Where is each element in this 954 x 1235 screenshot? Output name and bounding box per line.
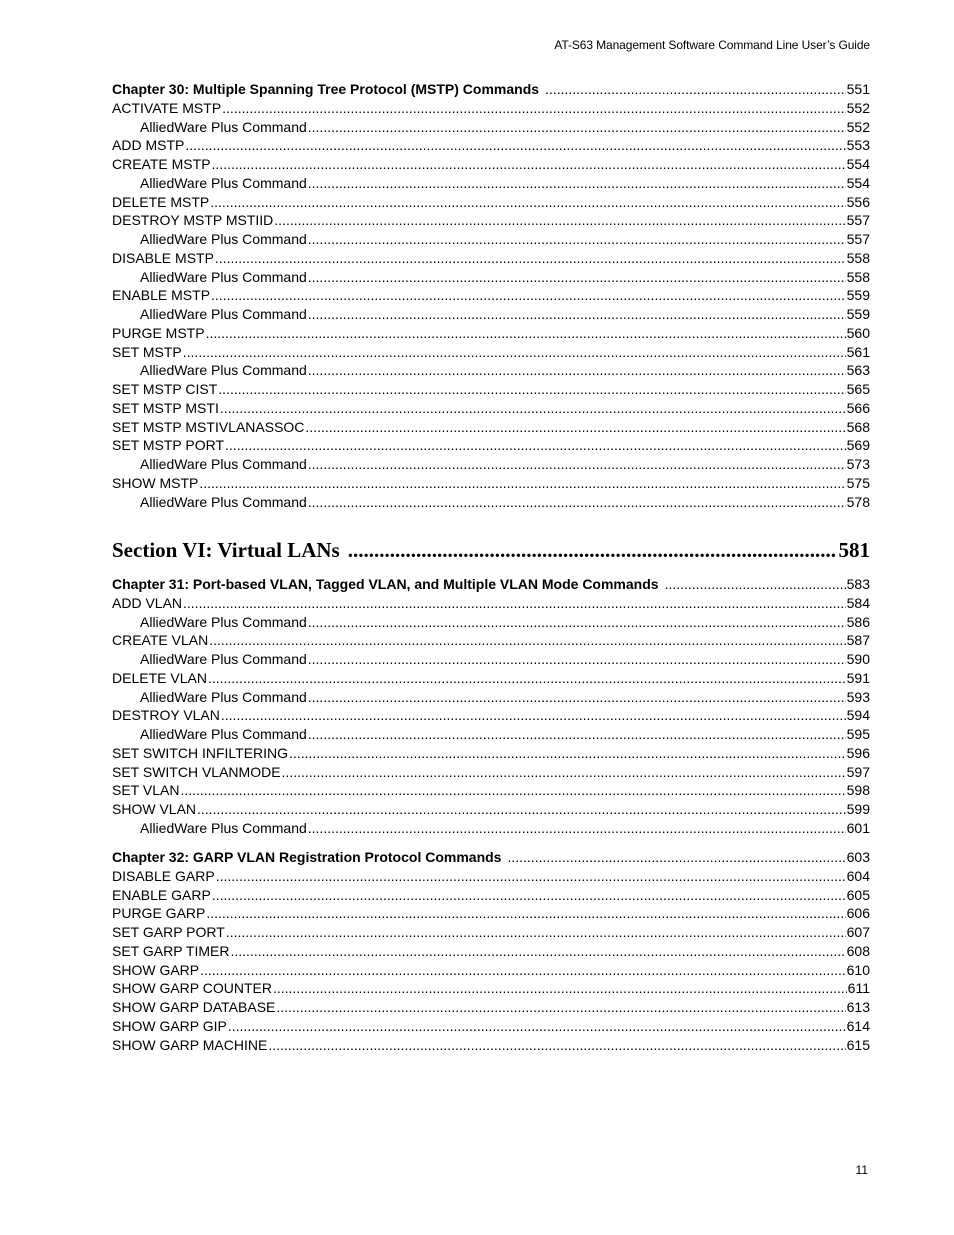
entry-label: PURGE MSTP [112,324,205,341]
entry-label: PURGE GARP [112,905,206,922]
dot-leader [308,305,846,324]
entry-page-number: 575 [846,474,870,491]
dot-leader [220,399,846,418]
dot-leader [185,136,845,155]
dot-leader [289,744,846,763]
toc-entry[interactable] [112,650,870,669]
entry-label: CREATE MSTP [112,156,211,172]
entry-page-number: 604 [846,867,870,884]
entry-label: DISABLE MSTP [112,249,214,266]
entry-label: ACTIVATE MSTP [112,99,222,116]
dot-leader [273,979,847,998]
entry-page-number: 594 [846,707,870,724]
entry-page-number: 566 [846,399,870,416]
entry-label: SET MSTP PORT [112,437,225,454]
chapter-heading[interactable] [112,80,870,99]
running-header: AT-S63 Management Software Command Line User’s Guide [554,38,870,52]
entry-label: SHOW GARP [112,961,200,978]
entry-page-number: 560 [846,324,870,341]
page-number: 581 [838,538,870,562]
entry-page-number: 597 [846,763,870,780]
toc-entry[interactable] [112,455,870,474]
footer-page-number: 11 [855,1163,868,1177]
dot-leader [226,923,846,942]
toc-entry[interactable] [112,942,870,961]
entry-page-number: 586 [846,613,870,630]
dot-leader [665,575,846,594]
dot-leader [308,174,846,193]
entry-label: AlliedWare Plus Command [140,726,307,742]
toc-entry[interactable] [112,1036,870,1055]
entry-page-number: 593 [846,688,870,705]
entry-page-number: 563 [846,362,870,379]
dot-leader [215,249,846,268]
entry-label: CREATE VLAN [112,632,209,649]
entry-label: AlliedWare Plus Command [140,174,307,191]
dot-leader [545,80,846,99]
toc-entry[interactable] [112,998,870,1017]
toc-entry[interactable] [112,136,870,155]
toc-entry[interactable] [112,230,870,249]
entry-label: SET SWITCH VLANMODE [112,763,281,780]
entry-page-number: 553 [846,137,870,154]
chapter-title: Chapter 31: Port-based VLAN, Tagged VLAN, and Multiple VLAN Mode Commands [112,576,659,592]
chapter-heading[interactable] [112,848,870,867]
entry-label: SHOW GARP GIP [112,1017,227,1034]
chapter-title: Chapter 30: Multiple Spanning Tree Protocol (MSTP) Commands [112,81,540,97]
entry-label: AlliedWare Plus Command [140,688,307,705]
dot-leader [308,613,846,632]
entry-label: SET GARP TIMER [112,942,230,959]
dot-leader [199,474,845,493]
entry-label: ADD VLAN [112,594,183,611]
page-number: 603 [846,849,870,865]
entry-page-number: 595 [846,726,870,742]
toc-entry[interactable] [112,474,870,493]
dot-leader [228,1017,846,1036]
dot-leader [212,155,846,174]
entry-page-number: 552 [846,118,870,135]
toc-entry[interactable] [112,800,870,819]
dot-leader [206,904,845,923]
entry-label: SET SWITCH INFILTERING [112,744,289,761]
entry-page-number: 590 [846,651,870,667]
entry-label: SET VLAN [112,782,180,799]
entry-page-number: 596 [846,744,870,761]
entry-page-number: 599 [846,801,870,817]
entry-page-number: 607 [846,924,870,940]
entry-page-number: 611 [847,980,870,997]
entry-label: SHOW GARP COUNTER [112,980,272,997]
dot-leader [308,361,846,380]
dot-leader [308,725,846,744]
entry-page-number: 552 [846,99,870,116]
dot-leader [197,800,846,819]
toc-entry[interactable] [112,886,870,905]
toc-entry[interactable] [112,781,870,800]
dot-leader [308,230,846,249]
toc-entry[interactable] [112,979,870,998]
dot-leader [308,650,846,669]
entry-label: SHOW GARP MACHINE [112,1036,268,1053]
dot-leader [308,688,846,707]
dot-leader [183,594,846,613]
toc-entry[interactable] [112,688,870,707]
toc-section-6 [112,536,870,564]
dot-leader [305,418,845,437]
dot-leader [225,436,846,455]
toc-entry[interactable] [112,436,870,455]
entry-page-number: 584 [846,594,870,611]
toc-entry[interactable] [112,361,870,380]
dot-leader [308,819,846,838]
toc-entry[interactable] [112,193,870,212]
entry-label: SET GARP PORT [112,924,225,940]
entry-page-number: 559 [846,306,870,322]
entry-label: AlliedWare Plus Command [140,819,307,836]
entry-label: DESTROY MSTP MSTIID [112,212,274,229]
entry-label: SHOW VLAN [112,801,197,817]
toc-entry[interactable] [112,669,870,688]
entry-page-number: 558 [846,268,870,285]
entry-label: SET MSTP MSTI [112,399,219,416]
toc-chapter-30 [112,80,870,511]
entry-page-number: 614 [846,1017,870,1034]
entry-page-number: 557 [846,212,870,229]
dot-leader [274,211,845,230]
toc-entry[interactable] [112,493,870,512]
entry-page-number: 605 [846,886,870,903]
entry-page-number: 610 [846,961,870,978]
dot-leader [282,763,846,782]
dot-leader [222,99,845,118]
dot-leader [212,886,846,905]
toc-entry[interactable] [112,118,870,137]
entry-label: DESTROY VLAN [112,707,220,724]
entry-label: SET MSTP CIST [112,381,218,397]
chapter-heading[interactable] [112,575,870,594]
entry-page-number: 598 [846,782,870,799]
entry-label: DELETE VLAN [112,669,207,686]
dot-leader [348,536,837,564]
dot-leader [268,1036,845,1055]
entry-label: DELETE MSTP [112,193,210,210]
section-title: Section VI: Virtual LANs [112,538,340,562]
entry-page-number: 578 [846,493,870,510]
dot-leader [308,493,846,512]
dot-leader [206,324,846,343]
entry-list [112,867,870,1055]
toc-entry[interactable] [112,418,870,437]
dot-leader [216,867,846,886]
toc-entry[interactable] [112,399,870,418]
entry-label: SET MSTP MSTIVLANASSOC [112,418,305,435]
entry-label: DISABLE GARP [112,867,215,884]
entry-page-number: 565 [846,381,870,397]
toc-entry[interactable] [112,343,870,362]
toc-entry[interactable] [112,725,870,744]
entry-page-number: 557 [846,231,870,247]
entry-label: AlliedWare Plus Command [140,493,307,510]
dot-leader [210,193,845,212]
section-heading[interactable] [112,536,870,564]
toc-entry[interactable] [112,174,870,193]
entry-page-number: 601 [846,819,870,836]
dot-leader [209,631,845,650]
entry-label: AlliedWare Plus Command [140,268,307,285]
entry-page-number: 608 [846,942,870,959]
entry-page-number: 615 [846,1036,870,1053]
toc-entry[interactable] [112,631,870,650]
dot-leader [276,998,845,1017]
toc-entry[interactable] [112,380,870,399]
toc-entry[interactable] [112,211,870,230]
entry-page-number: 554 [846,174,870,191]
dot-leader [183,343,846,362]
toc-chapter-32 [112,848,870,1054]
entry-label: AlliedWare Plus Command [140,231,307,247]
page-number: 551 [846,81,870,97]
toc-entry[interactable] [112,324,870,343]
dot-leader [218,380,845,399]
entry-page-number: 558 [846,249,870,266]
entry-label: ENABLE MSTP [112,287,211,304]
entry-label: ADD MSTP [112,137,185,154]
dot-leader [308,268,846,287]
chapter-title: Chapter 32: GARP VLAN Registration Protocol Commands [112,849,502,865]
entry-page-number: 613 [846,999,870,1015]
toc-entry[interactable] [112,744,870,763]
toc-entry[interactable] [112,594,870,613]
toc-chapter-31 [112,575,870,838]
dot-leader [230,942,845,961]
entry-label: AlliedWare Plus Command [140,362,307,379]
entry-list [112,99,870,512]
entry-page-number: 559 [846,287,870,304]
dot-leader [211,286,846,305]
dot-leader [180,781,845,800]
entry-label: AlliedWare Plus Command [140,651,307,667]
entry-label: ENABLE GARP [112,886,211,903]
toc-entry[interactable] [112,819,870,838]
toc-entry[interactable] [112,99,870,118]
toc-entry[interactable] [112,286,870,305]
toc-entry[interactable] [112,867,870,886]
dot-leader [221,706,846,725]
entry-page-number: 587 [846,632,870,649]
dot-leader [308,455,846,474]
entry-label: AlliedWare Plus Command [140,613,307,630]
toc-entry[interactable] [112,763,870,782]
toc-entry[interactable] [112,961,870,980]
toc-entry[interactable] [112,1017,870,1036]
toc-entry[interactable] [112,904,870,923]
toc-entry[interactable] [112,249,870,268]
entry-label: SHOW MSTP [112,474,199,491]
toc-entry[interactable] [112,706,870,725]
entry-list [112,594,870,838]
entry-page-number: 573 [846,456,870,472]
page-number: 583 [846,576,870,592]
entry-page-number: 561 [846,343,870,360]
entry-page-number: 554 [846,156,870,172]
entry-page-number: 591 [846,669,870,686]
entry-label: AlliedWare Plus Command [140,306,307,322]
dot-leader [200,961,846,980]
toc-entry[interactable] [112,155,870,174]
entry-label: AlliedWare Plus Command [140,118,307,135]
entry-label: AlliedWare Plus Command [140,456,307,472]
entry-label: SHOW GARP DATABASE [112,999,276,1015]
dot-leader [507,848,845,867]
toc-entry[interactable] [112,923,870,942]
entry-page-number: 568 [846,418,870,435]
entry-page-number: 606 [846,905,870,922]
entry-page-number: 569 [846,437,870,454]
dot-leader [208,669,846,688]
dot-leader [308,118,846,137]
toc-entry[interactable] [112,305,870,324]
entry-label: SET MSTP [112,343,182,360]
toc-entry[interactable] [112,613,870,632]
entry-page-number: 556 [846,193,870,210]
toc-entry[interactable] [112,268,870,287]
